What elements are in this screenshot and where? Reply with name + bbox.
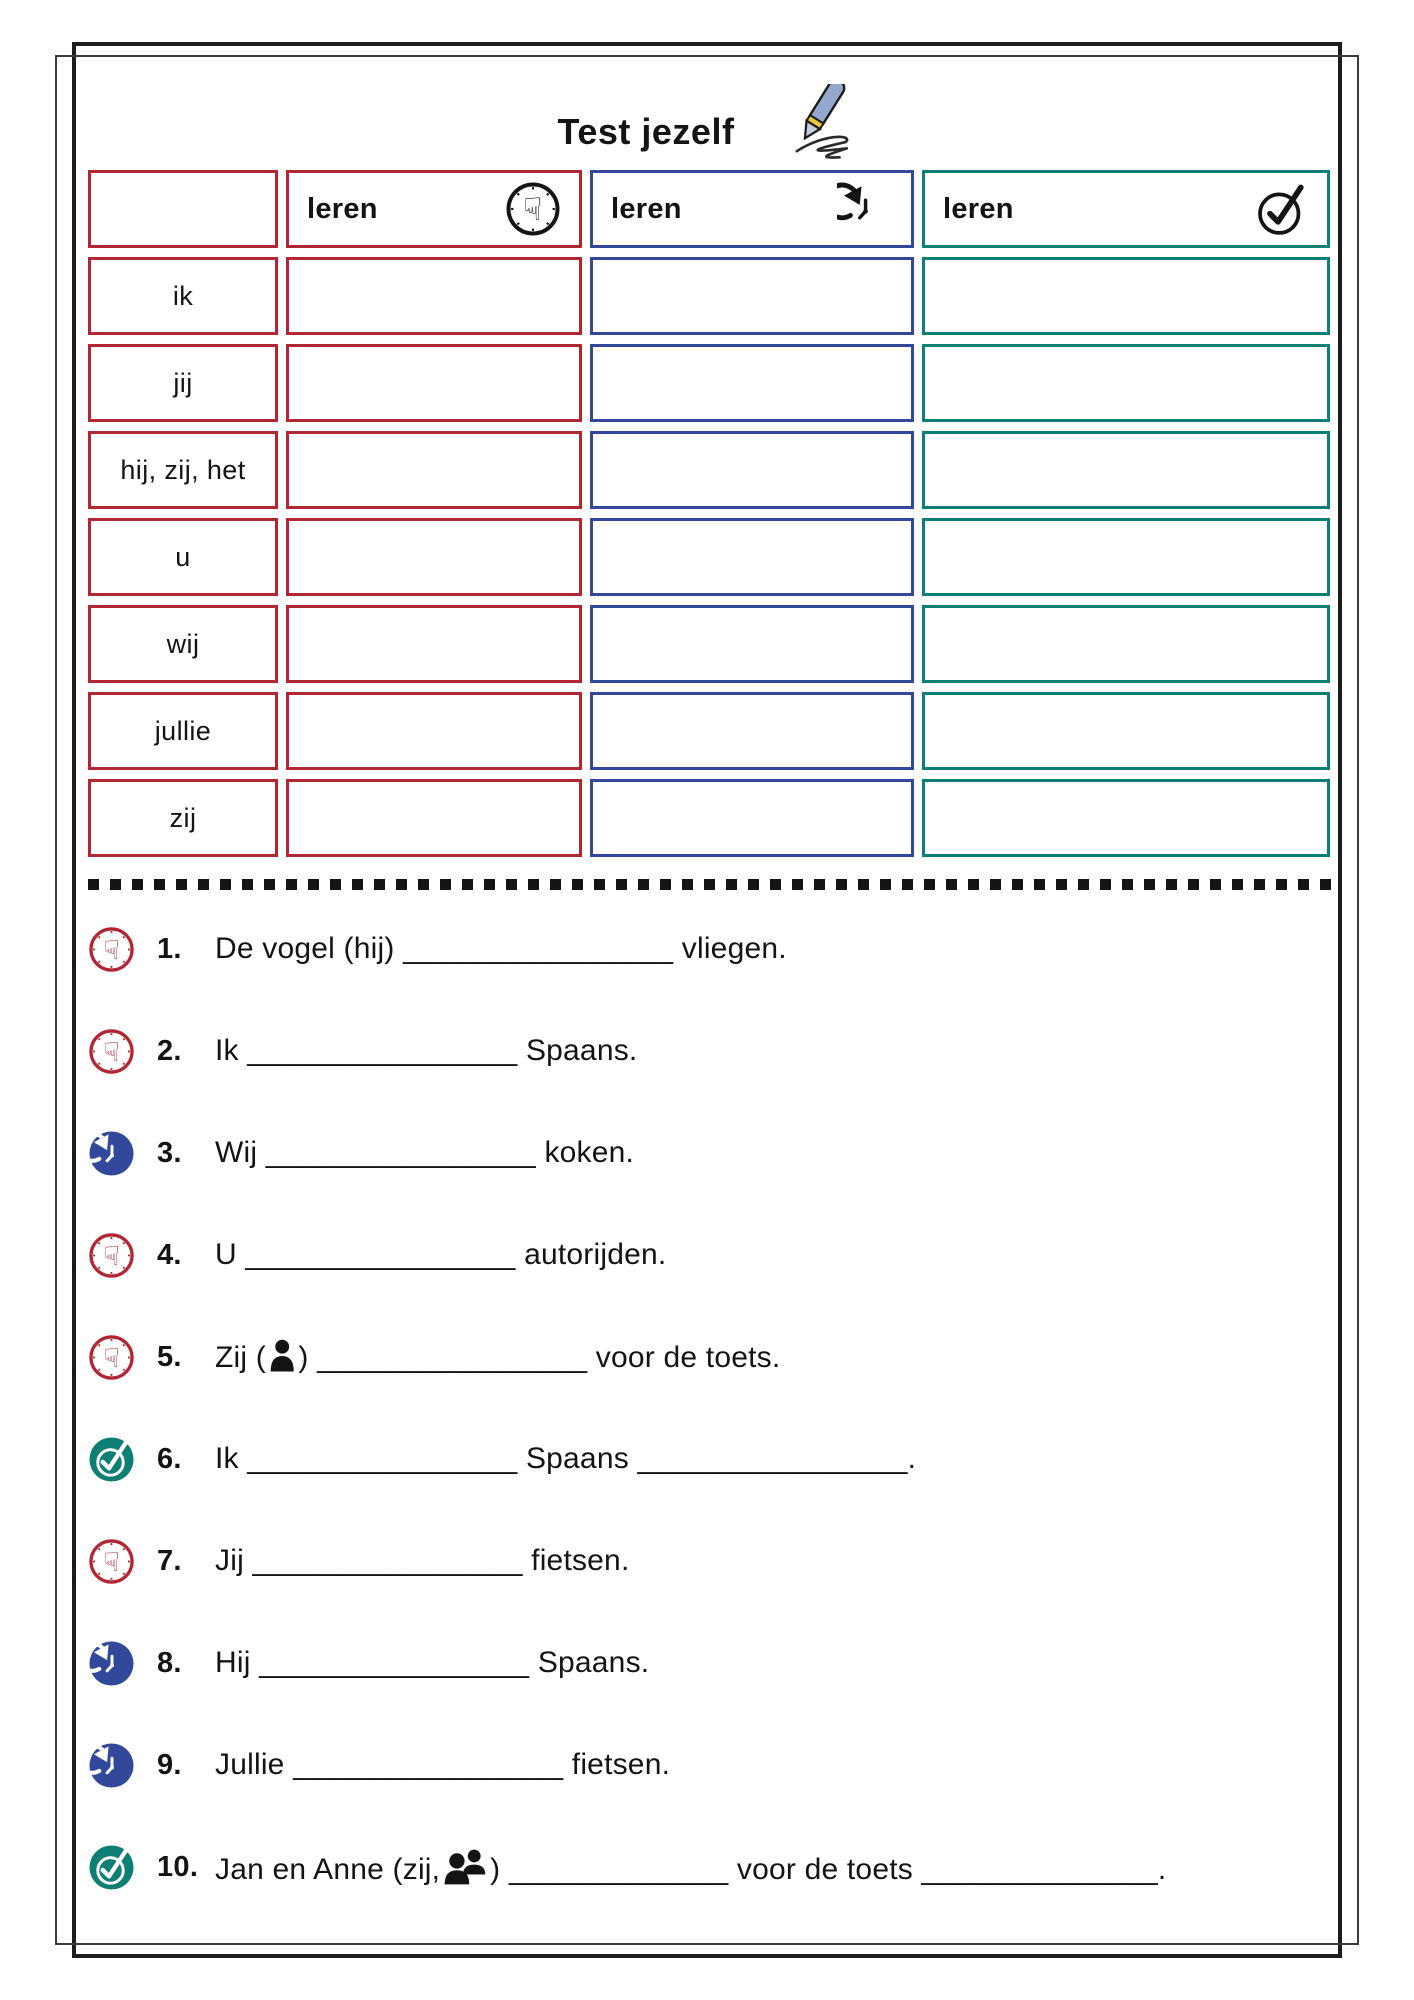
exercise-text: Ik ________________ Spaans ________________. [215, 1442, 917, 1475]
present-icon [88, 926, 135, 973]
exercise-number: 8. [157, 1646, 182, 1679]
exercise-text: Hij ________________ Spaans. [215, 1646, 650, 1679]
pronoun-cell: hij, zij, het [88, 431, 278, 509]
exercise-number: 1. [157, 932, 182, 965]
present-icon [88, 926, 135, 973]
exercise-row [88, 926, 1332, 972]
past-icon [88, 1640, 135, 1687]
present-icon [88, 1538, 135, 1585]
past-icon [837, 181, 893, 237]
pen-icon [750, 84, 862, 168]
answer-box-present[interactable] [286, 605, 582, 683]
svg-text:☟: ☟ [103, 1342, 120, 1374]
column-label: leren [611, 192, 682, 225]
exercise-text: Jan en Anne (zij, ) _____________ voor de toets ______________. [215, 1848, 1166, 1887]
svg-text:☟: ☟ [103, 1036, 120, 1068]
column-header-perfect [922, 170, 1330, 248]
exercise-row [88, 1232, 1332, 1278]
column-label: leren [307, 192, 378, 225]
exercise-row [88, 1640, 1332, 1686]
corner-cell [88, 170, 278, 248]
exercise-number: 3. [157, 1136, 182, 1169]
exercise-number: 7. [157, 1544, 182, 1577]
perfect-icon [88, 1436, 135, 1483]
answer-box-present[interactable] [286, 779, 582, 857]
past-icon [88, 1130, 135, 1177]
present-icon [505, 181, 561, 237]
svg-text:☟: ☟ [103, 1240, 120, 1272]
exercise-text: Zij ( ) ________________ voor de toets. [215, 1341, 781, 1374]
svg-text:☟: ☟ [103, 934, 120, 966]
exercise-number: 9. [157, 1748, 182, 1781]
exercise-list [88, 926, 1332, 1890]
column-header-present [286, 170, 582, 248]
present-icon [88, 1334, 135, 1381]
exercise-row [88, 1742, 1332, 1788]
answer-box-perfect[interactable] [922, 344, 1330, 422]
svg-text:☟: ☟ [523, 192, 543, 229]
exercise-row [88, 1028, 1332, 1074]
present-icon [88, 1538, 135, 1585]
conjugation-table [88, 170, 1332, 857]
past-icon [88, 1742, 135, 1789]
present-icon [88, 1232, 135, 1279]
exercise-row [88, 1334, 1332, 1380]
answer-box-perfect[interactable] [922, 431, 1330, 509]
pronoun-cell: u [88, 518, 278, 596]
answer-box-past[interactable] [590, 431, 914, 509]
past-icon [88, 1130, 135, 1177]
pronoun-cell: ik [88, 257, 278, 335]
pronoun-cell: jullie [88, 692, 278, 770]
exercise-number: 5. [157, 1340, 182, 1373]
answer-box-present[interactable] [286, 692, 582, 770]
answer-box-perfect[interactable] [922, 692, 1330, 770]
present-icon [88, 1028, 135, 1075]
svg-text:☟: ☟ [103, 1546, 120, 1578]
page-title: Test jezelf [557, 111, 735, 152]
answer-box-perfect[interactable] [922, 779, 1330, 857]
exercise-number: 6. [157, 1442, 182, 1475]
column-header-past [590, 170, 914, 248]
past-icon [88, 1742, 135, 1789]
present-icon [505, 181, 561, 237]
answer-box-perfect[interactable] [922, 605, 1330, 683]
pen-icon [750, 84, 862, 165]
answer-box-past[interactable] [590, 518, 914, 596]
people-icon [444, 1848, 486, 1885]
exercise-number: 4. [157, 1238, 182, 1271]
title-row [88, 58, 1332, 170]
exercise-text: Wij ________________ koken. [215, 1136, 635, 1169]
person-icon [269, 1339, 295, 1372]
answer-box-past[interactable] [590, 257, 914, 335]
pronoun-cell: wij [88, 605, 278, 683]
past-icon [88, 1640, 135, 1687]
exercise-row [88, 1538, 1332, 1584]
answer-box-past[interactable] [590, 344, 914, 422]
pronoun-cell: jij [88, 344, 278, 422]
answer-box-present[interactable] [286, 257, 582, 335]
answer-box-perfect[interactable] [922, 518, 1330, 596]
past-icon [837, 181, 893, 237]
answer-box-present[interactable] [286, 431, 582, 509]
exercise-text: Ik ________________ Spaans. [215, 1034, 638, 1067]
answer-box-perfect[interactable] [922, 257, 1330, 335]
exercise-row [88, 1130, 1332, 1176]
perfect-icon [1253, 181, 1309, 237]
perfect-icon [1253, 181, 1309, 237]
exercise-row [88, 1844, 1332, 1890]
answer-box-past[interactable] [590, 692, 914, 770]
answer-box-present[interactable] [286, 518, 582, 596]
exercise-number: 10. [157, 1850, 199, 1883]
section-divider [88, 879, 1332, 890]
answer-box-past[interactable] [590, 779, 914, 857]
exercise-text: Jullie ________________ fietsen. [215, 1748, 671, 1781]
present-icon [88, 1028, 135, 1075]
exercise-text: Jij ________________ fietsen. [215, 1544, 630, 1577]
answer-box-past[interactable] [590, 605, 914, 683]
answer-box-present[interactable] [286, 344, 582, 422]
present-icon [88, 1334, 135, 1381]
exercise-number: 2. [157, 1034, 182, 1067]
column-label: leren [943, 192, 1014, 225]
perfect-icon [88, 1844, 135, 1891]
perfect-icon [88, 1436, 135, 1483]
pronoun-cell: zij [88, 779, 278, 857]
exercise-text: De vogel (hij) ________________ vliegen. [215, 932, 787, 965]
perfect-icon [88, 1844, 135, 1891]
exercise-row [88, 1436, 1332, 1482]
page-content [88, 58, 1332, 1890]
exercise-text: U ________________ autorijden. [215, 1238, 667, 1271]
present-icon [88, 1232, 135, 1279]
